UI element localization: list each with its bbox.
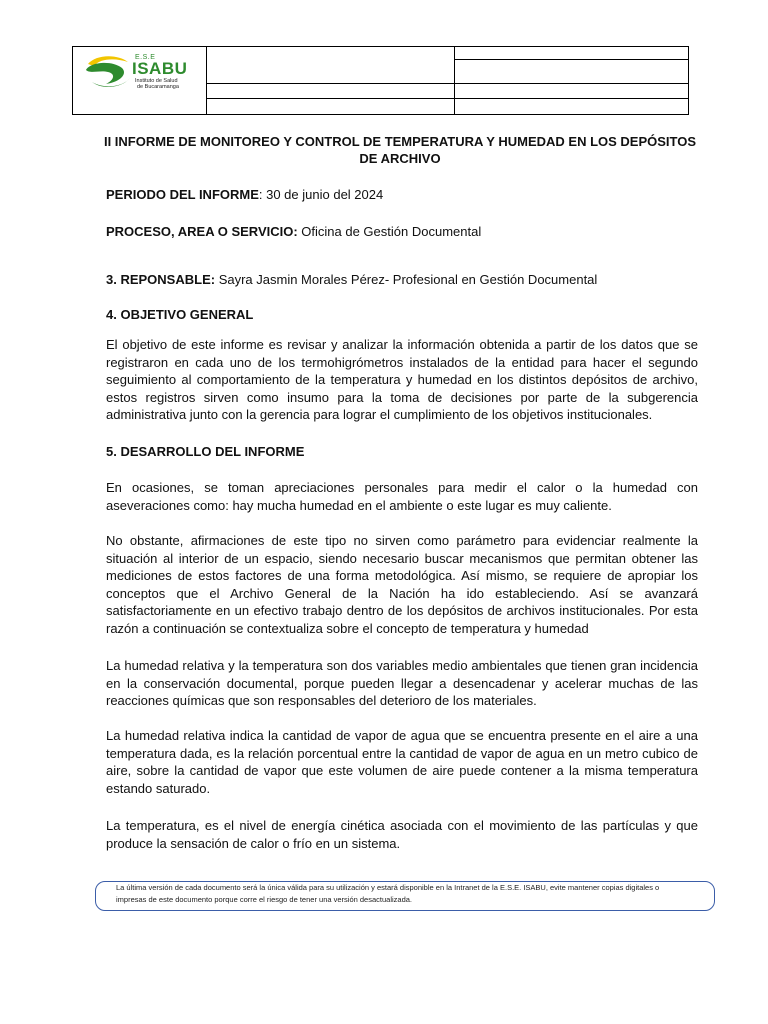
- footer-notice: [116, 882, 736, 906]
- proceso-value: Oficina de Gestión Documental: [297, 224, 482, 239]
- proceso-line: [106, 223, 481, 240]
- header-row-line: [206, 98, 688, 99]
- logo-swoosh-icon: [82, 52, 134, 92]
- logo-ese-text: E.S.E: [135, 54, 156, 61]
- document-title: II INFORME DE MONITOREO Y CONTROL DE TEMPERATURA Y HUMEDAD EN LOS DEPÓSITOS DE ARCHIVO: [103, 134, 697, 166]
- periodo-line: [106, 186, 383, 203]
- objetivo-heading: [106, 306, 253, 323]
- logo-name: ISABU: [132, 59, 188, 78]
- desarrollo-paragraph-2: No obstante, afirmaciones de este tipo no sirven como parámetro para evidenciar realmente la situación al interior de un espacio, siendo necesario buscar mecanismos que permitan obtener las mediciones de estos factores de una forma metodológica. Así mismo, se requiere de apropiar los conceptos que el Archivo General de la Nación ha ido estableciendo. Así se avanzará satisfactoriamente en un efectivo trabajo dentro de los depósitos de archivos institucionales. Por esta razón a continuación se contextualiza sobre el concepto de temperatura y humedad: [106, 533, 698, 636]
- responsable-label: 3. REPONSABLE:: [106, 272, 216, 287]
- desarrollo-paragraph-4: La humedad relativa indica la cantidad de vapor de agua que se encuentra presente en el aire a una temperatura dada, es la relación porcentual entre la cantidad de vapor de agua en un metro cubico de aire, sobre la cantidad de vapor que este volumen de aire puede contener a la misma temperatura estando saturado.: [106, 728, 698, 796]
- desarrollo-paragraph-3: La humedad relativa y la temperatura son dos variables medio ambientales que tienen gran incidencia en la conservación documental, porque pueden llegar a desencadenar y acelerar muchas de las reacciones químicas que son responsables del deterioro de los materiales.: [106, 658, 698, 708]
- desarrollo-paragraph-5: La temperatura, es el nivel de energía cinética asociada con el movimiento de las partículas y que produce la sensación de calor o frío en un sistema.: [106, 818, 698, 851]
- logo-subtitle-line: Instituto de Salud: [135, 78, 178, 84]
- periodo-label: PERIODO DEL INFORME: [106, 187, 259, 202]
- desarrollo-heading: [106, 443, 304, 460]
- header-divider: [454, 47, 455, 114]
- responsable-value: Sayra Jasmin Morales Pérez- Profesional en Gestión Documental: [215, 272, 598, 287]
- proceso-label: PROCESO, AREA O SERVICIO:: [106, 224, 298, 239]
- desarrollo-heading-text: 5. DESARROLLO DEL INFORME: [106, 444, 305, 459]
- footer-line: La última versión de cada documento será la única válida para su utilización y estará disponible en la Intranet de la E.S.E. ISABU, evite mantener copias digitales o: [116, 883, 660, 892]
- objetivo-paragraph: El objetivo de este informe es revisar y analizar la información obtenida a partir de los datos que se registraron en cada uno de los termohigrómetros instalados de la entidad para hacer el segundo seguimiento al comportamiento de la temperatura y humedad en los distintos depósitos de archivo, estos registros sirven como insumo para la toma de decisiones por parte de la subgerencia administrativa junto con la gerencia para lograr el cumplimiento de los objetivos institucionales.: [106, 337, 698, 422]
- logo-subtitle: [135, 78, 179, 90]
- responsable-line: [106, 271, 597, 288]
- periodo-value: : 30 de junio del 2024: [258, 187, 384, 202]
- header-row-line: [206, 83, 688, 84]
- header-row-line: [454, 59, 688, 60]
- footer-line: impresas de este documento porque corre el riesgo de tener una versión desactualizada.: [116, 895, 413, 904]
- desarrollo-paragraph-1: En ocasiones, se toman apreciaciones personales para medir el calor o la humedad con aseveraciones como: hay mucha humedad en el ambiente o este lugar es muy caliente.: [106, 480, 698, 513]
- objetivo-heading-text: 4. OBJETIVO GENERAL: [106, 307, 254, 322]
- logo-subtitle-line: de Bucaramanga: [137, 84, 179, 90]
- header-divider: [206, 47, 207, 114]
- isabu-logo: [82, 52, 202, 94]
